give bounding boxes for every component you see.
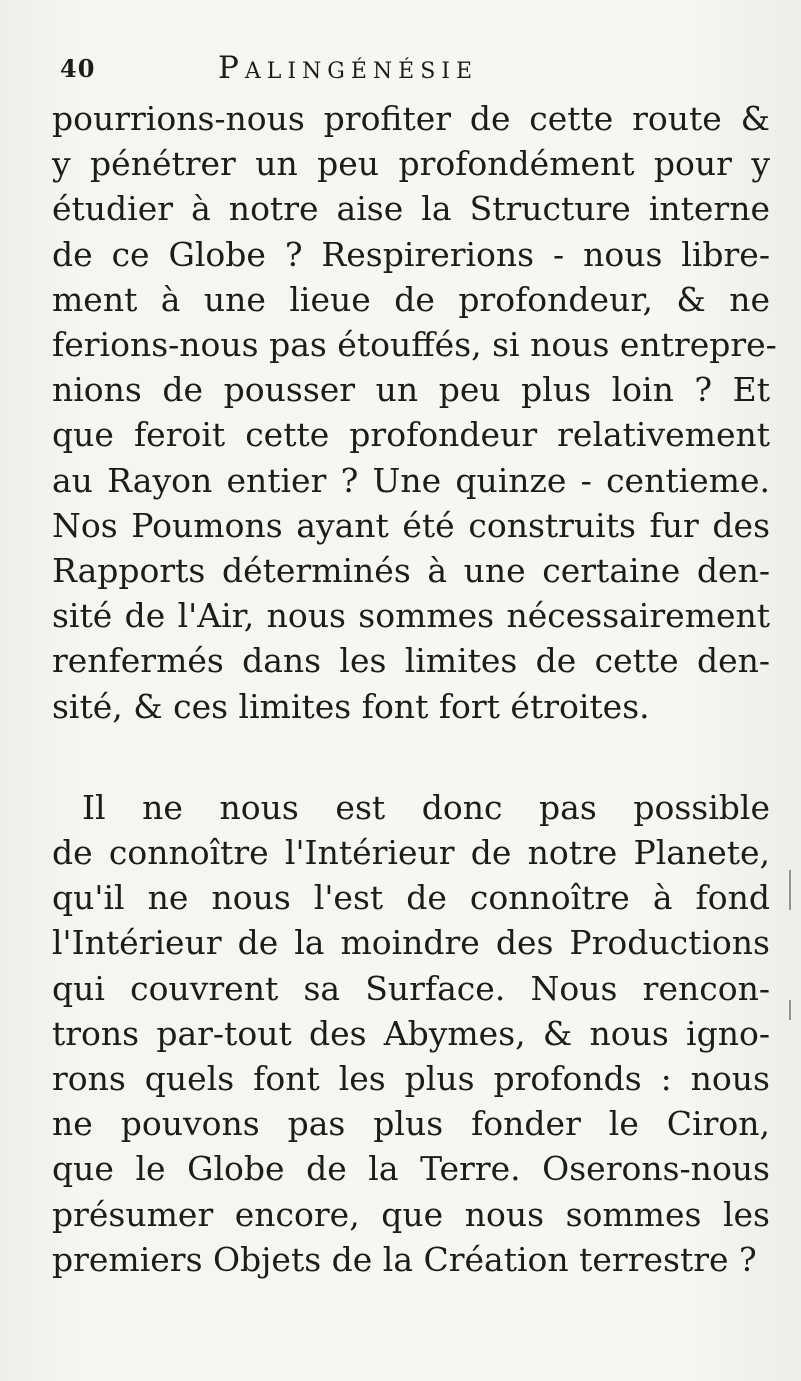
text-line: sité de l'Air, nous sommes nécessairement bbox=[52, 596, 770, 636]
text-line: premiers Objets de la Création terrestre ? bbox=[52, 1239, 757, 1279]
text-line: pourrions-nous profiter de cette route & bbox=[52, 99, 770, 138]
page-number: 40 bbox=[60, 54, 96, 83]
text-line: ment à une lieue de profondeur, & ne bbox=[52, 279, 770, 319]
running-title: Palingénésie bbox=[218, 50, 479, 86]
paragraph-2 bbox=[52, 785, 770, 1282]
text-line: l'Intérieur de la moindre des Productions bbox=[52, 923, 770, 963]
text-line: que le Globe de la Terre. Oserons-nous bbox=[52, 1149, 770, 1189]
text-line: Rapports déterminés à une certaine den- bbox=[52, 551, 770, 591]
text-line: renfermés dans les limites de cette den- bbox=[52, 641, 770, 681]
text-line: sité, & ces limites font fort étroites. bbox=[52, 686, 650, 726]
text-line: Nos Poumons ayant été construits fur des bbox=[52, 505, 770, 545]
page-edge-mark bbox=[789, 870, 791, 910]
text-line: qu'il ne nous l'est de connoître à fond bbox=[52, 878, 770, 918]
text-line: présumer encore, que nous sommes les bbox=[52, 1194, 770, 1234]
body-text bbox=[52, 96, 777, 1282]
text-line: nions de pousser un peu plus loin ? Et bbox=[52, 370, 770, 410]
text-line: de ce Globe ? Respirerions - nous libre- bbox=[52, 234, 770, 274]
text-line: qui couvrent sa Surface. Nous rencon- bbox=[52, 968, 770, 1008]
text-line: y pénétrer un peu profondément pour y bbox=[52, 144, 770, 184]
text-line: trons par-tout des Abymes, & nous igno- bbox=[52, 1013, 770, 1053]
text-line: étudier à notre aise la Structure interne bbox=[52, 189, 770, 229]
text-line: que feroit cette profondeur relativement bbox=[52, 415, 770, 455]
page-header bbox=[60, 50, 760, 90]
text-line: ferions-nous pas étouffés, si nous entrepre- bbox=[52, 325, 777, 365]
text-line: ne pouvons pas plus fonder le Ciron, bbox=[52, 1104, 770, 1144]
text-line: de connoître l'Intérieur de notre Planete, bbox=[52, 833, 770, 873]
text-line: rons quels font les plus profonds : nous bbox=[52, 1059, 770, 1099]
text-line: au Rayon entier ? Une quinze - centieme. bbox=[52, 460, 770, 500]
text-line: Il ne nous est donc pas possible bbox=[82, 787, 770, 827]
paragraph-1 bbox=[52, 96, 777, 729]
page-edge-mark bbox=[789, 1000, 791, 1020]
paragraph-gap bbox=[52, 729, 770, 785]
